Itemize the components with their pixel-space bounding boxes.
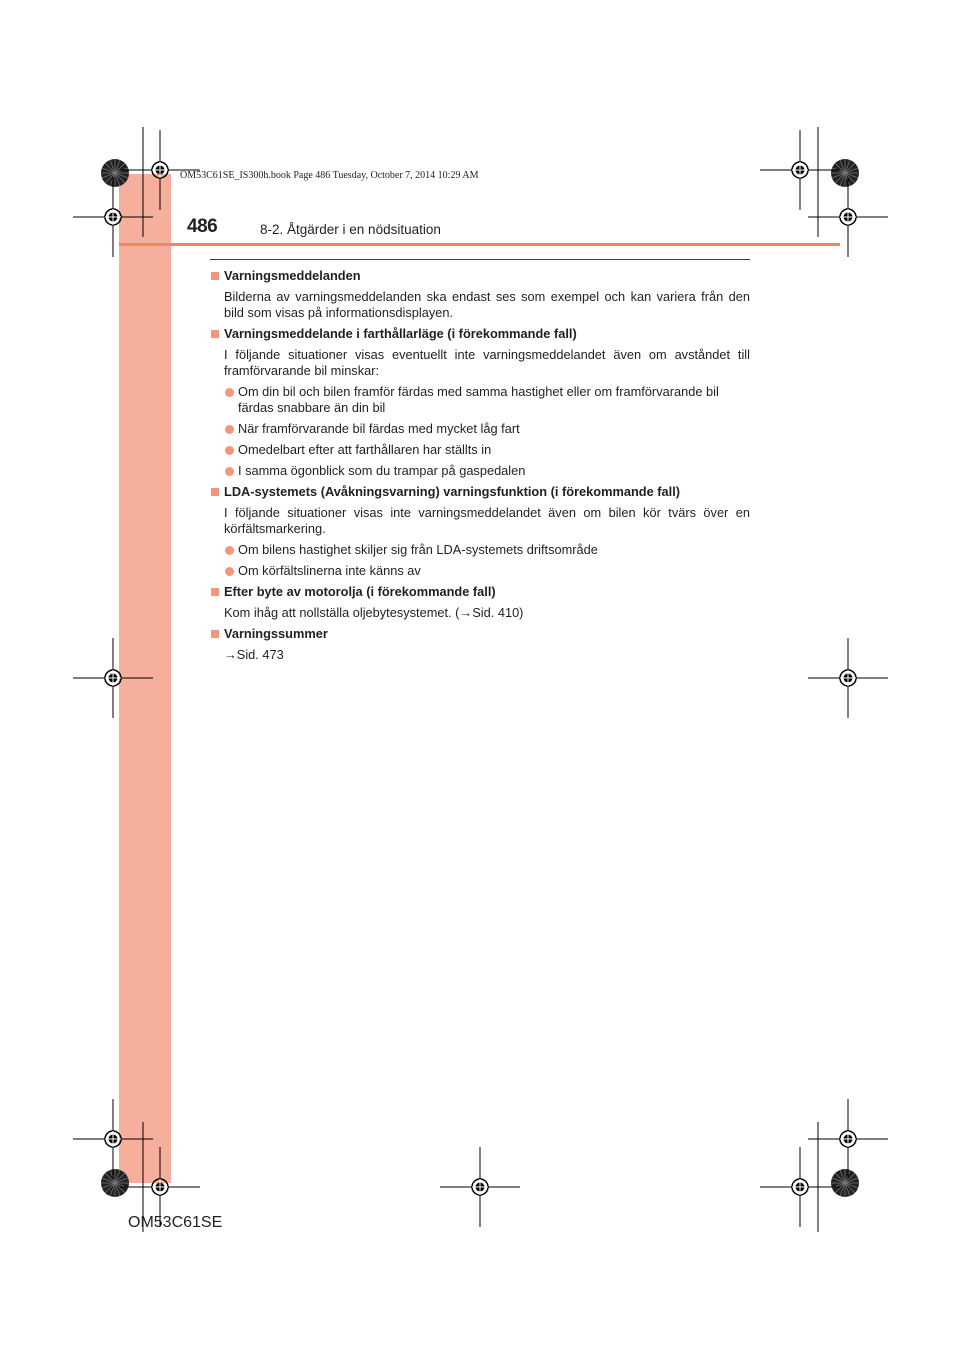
section-body: I följande situationer visas inte varningsmeddelandet även om bilen kör tvärs över en körfältsmarkering.: [224, 505, 750, 536]
list-item: [224, 463, 750, 479]
section-heading: [210, 626, 750, 642]
circle-bullet-icon: [225, 446, 234, 455]
section-heading: [210, 484, 750, 500]
section-heading-text: Varningssummer: [224, 626, 328, 641]
page-number: 486: [187, 216, 218, 237]
content-section: [210, 584, 750, 621]
circle-bullet-icon: [225, 567, 234, 576]
circle-bullet-icon: [225, 546, 234, 555]
section-heading-text: LDA-systemets (Avåkningsvarning) varningsfunktion (i förekommande fall): [224, 484, 681, 499]
list-item-text: Om din bil och bilen framför färdas med samma hastighet eller om framförvarande bil färdas snabbare än din bil: [238, 384, 719, 415]
header-rule: [119, 243, 840, 246]
list-item: [224, 384, 750, 416]
list-item: [224, 442, 750, 458]
circle-bullet-icon: [225, 467, 234, 476]
content-section: [210, 484, 750, 579]
section-title: 8-2. Åtgärder i en nödsituation: [260, 222, 441, 237]
list-item: [224, 563, 750, 579]
circle-bullet-icon: [225, 425, 234, 434]
content: [210, 268, 750, 668]
square-bullet-icon: [211, 272, 219, 280]
book-info: OM53C61SE_IS300h.book Page 486 Tuesday, October 7, 2014 10:29 AM: [180, 170, 479, 181]
list-item: [224, 542, 750, 558]
section-heading-text: Varningsmeddelanden: [224, 268, 361, 283]
bullet-list: [210, 384, 750, 479]
section-heading: [210, 584, 750, 600]
bullet-list: [210, 542, 750, 579]
footer-code: OM53C61SE: [128, 1214, 223, 1231]
section-heading-text: Efter byte av motorolja (i förekommande fall): [224, 584, 496, 599]
section-heading: [210, 268, 750, 284]
section-heading: [210, 326, 750, 342]
content-section: [210, 626, 750, 663]
square-bullet-icon: [211, 330, 219, 338]
list-item-text: Omedelbart efter att farthållaren har ställts in: [238, 442, 492, 457]
list-item-text: I samma ögonblick som du trampar på gaspedalen: [238, 463, 526, 478]
section-body: Kom ihåg att nollställa oljebytesystemet. (→Sid. 410): [224, 605, 524, 620]
section-body: I följande situationer visas eventuellt inte varningsmeddelandet även om avståndet till framförvarande bil minskar:: [224, 347, 750, 378]
list-item-text: Om bilens hastighet skiljer sig från LDA-systemets driftsområde: [238, 542, 598, 557]
content-section: [210, 268, 750, 321]
content-rule: [210, 259, 750, 260]
list-item: [224, 421, 750, 437]
list-item-text: När framförvarande bil färdas med mycket låg fart: [238, 421, 520, 436]
square-bullet-icon: [211, 488, 219, 496]
list-item-text: Om körfältslinerna inte känns av: [238, 563, 421, 578]
section-body: Bilderna av varningsmeddelanden ska endast ses som exempel och kan variera från den bild som visas på informationsdisplayen.: [224, 289, 750, 320]
section-body: →Sid. 473: [224, 647, 284, 662]
content-section: [210, 326, 750, 479]
square-bullet-icon: [211, 588, 219, 596]
square-bullet-icon: [211, 630, 219, 638]
circle-bullet-icon: [225, 388, 234, 397]
section-heading-text: Varningsmeddelande i farthållarläge (i förekommande fall): [224, 326, 577, 341]
